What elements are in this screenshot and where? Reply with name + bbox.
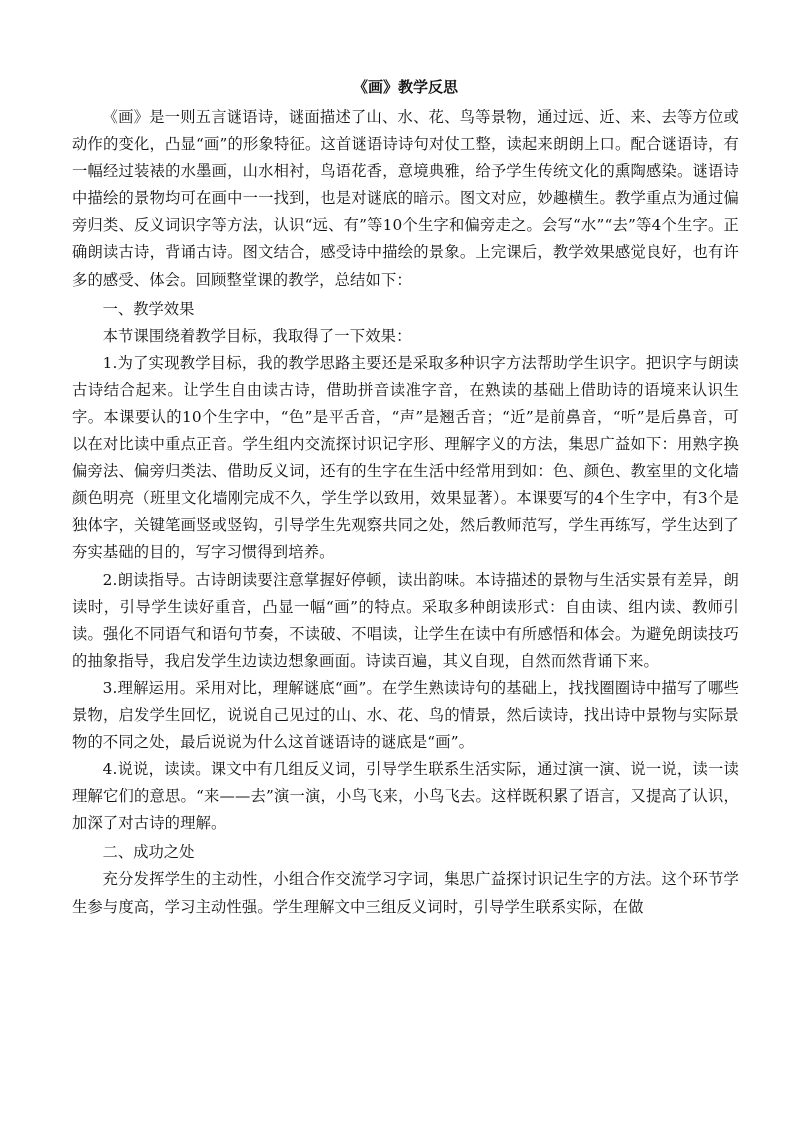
item-3-paragraph: 3.理解运用。采用对比，理解谜底“画”。在学生熟读诗句的基础上，找找圈圈诗中描写了哪些景物，启发学生回忆，说说自己见过的山、水、花、鸟的情景，然后读诗，找出诗中景物与实际景物的不同之处，最后说说为什么这首谜语诗的谜底是“画”。: [72, 678, 739, 752]
section-lead-paragraph: 本节课围绕着教学目标，我取得了一下效果：: [102, 326, 412, 345]
item-1-paragraph: 1.为了实现教学目标，我的教学思路主要还是采取多种识字方法帮助学生识字。把识字与朗读古诗结合起来。让学生自由读古诗，借助拼音读准字音，在熟读的基础上借助诗的语境来认识生字。本课要认的10个生字中，“色”是平舌音，“声”是翘舌音；“近”是前鼻音，“听”是后鼻音，可以在对比读中重点正音。学生组内交流探讨识记字形、理解字义的方法，集思广益如下：用熟字换偏旁法、偏旁归类法、借助反义词，还有的生字在生活中经常用到如：色、颜色、教室里的文化墙颜色明亮（班里文化墙刚完成不久，学生学以致用，效果显著）。本课要写的4个生字中，有3个是独体字，关键笔画竖或竖钩，引导学生先观察共同之处，然后教师范写，学生再练写，学生达到了夯实基础的目的，写字习惯得到培养。: [72, 353, 739, 562]
intro-paragraph: 《画》是一则五言谜语诗，谜面描述了山、水、花、鸟等景物，通过远、近、来、去等方位或动作的变化，凸显“画”的形象特征。这首谜语诗诗句对仗工整，读起来朗朗上口。配合谜语诗，有一幅经过装裱的水墨画，山水相衬，鸟语花香，意境典雅，给予学生传统文化的熏陶感染。谜语诗中描绘的景物均可在画中一一找到，也是对谜底的暗示。图文对应，妙趣横生。教学重点为通过偏旁归类、反义词识字等方法，认识“远、有”等10个生字和偏旁走之。会写“水”“去”等4个生字。正确朗读古诗，背诵古诗。图文结合，感受诗中描绘的景象。上完课后，教学效果感觉良好，也有许多的感受、体会。回顾整堂课的教学，总结如下：: [72, 108, 739, 289]
section-2-paragraph: 充分发挥学生的主动性，小组合作交流学习字词，集思广益探讨识记生字的方法。这个环节学生参与度高，学习主动性强。学生理解文中三组反义词时，引导学生联系实际，在做: [72, 870, 739, 916]
document-page: [72, 74, 739, 921]
section-heading-teaching-effect: 一、教学效果: [102, 299, 195, 318]
item-4-paragraph: 4.说说，读读。课文中有几组反义词，引导学生联系生活实际，通过演一演、说一说，读一读理解它们的意思。“来——去”演一演，小鸟飞来，小鸟飞去。这样既积累了语言，又提高了认识，加深了对古诗的理解。: [72, 760, 739, 833]
document-title: 《画》教学反思: [352, 78, 458, 96]
item-2-paragraph: 2.朗读指导。古诗朗读要注意掌握好停顿，读出韵味。本诗描述的景物与生活实景有差异，朗读时，引导学生读好重音，凸显一幅“画”的特点。采取多种朗读形式：自由读、组内读、教师引读。强化不同语气和语句节奏，不读破、不唱读，让学生在读中有所感悟和体会。为避免朗读技巧的抽象指导，我启发学生边读边想象画面。诗读百遍，其义自现，自然而然背诵下来。: [72, 570, 739, 670]
section-heading-success: 二、成功之处: [102, 843, 195, 862]
